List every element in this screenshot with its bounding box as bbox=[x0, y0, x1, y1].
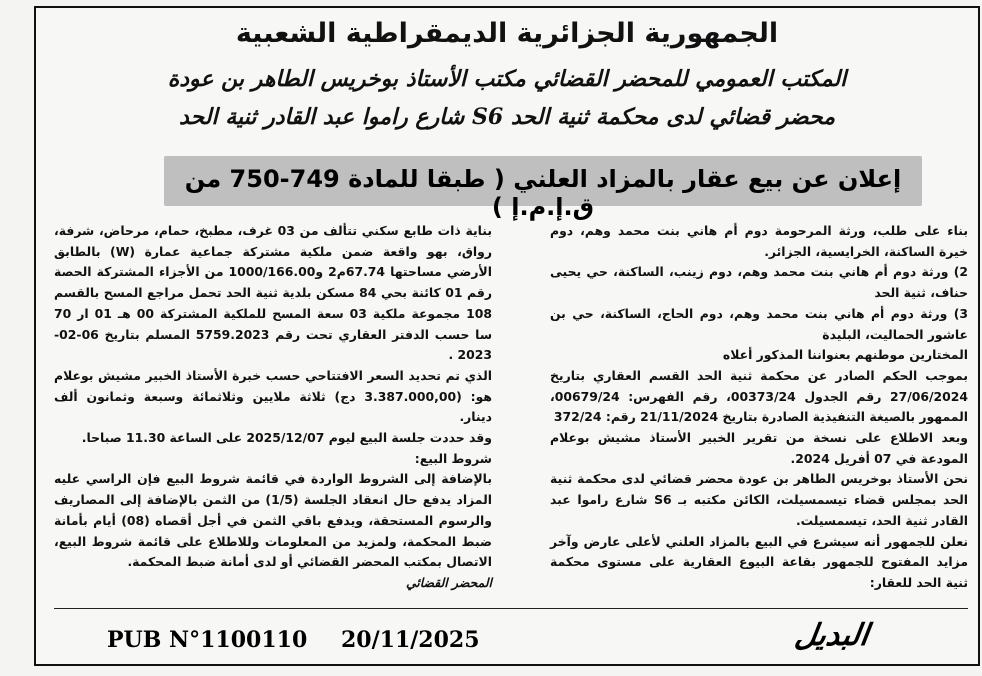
paragraph: 3) ورثة دوم أم هاني بنت محمد وهم، دوم الحاج، الساكنة، حي بن عاشور الحماليت، البليدة bbox=[550, 305, 968, 342]
newspaper-name: البديل bbox=[792, 618, 871, 653]
paragraph: بموجب الحكم الصادر عن محكمة ثنية الحد القسم العقاري بتاريخ 27/06/2024 رقم الجدول 00373/24، رقم الفهرس: 00679/24، الممهور بالصيغة التنفيذية الصادرة بتاريخ 21/11/2024 رقم: 372/24 bbox=[550, 367, 968, 425]
paragraph: 2) ورثة دوم أم هاني بنت محمد وهم، دوم زينب، الساكنة، حي يحيى حناف، ثنية الحد bbox=[550, 264, 968, 301]
paragraph: بالإضافة إلى الشروط الواردة في قائمة شروط البيع فإن الراسي عليه المزاد يدفع حال انعقاد الجلسة (1/5) من الثمن بالإضافة إلى المصاريف والرسوم المستحقة، ويدفع باقي الثمن في أجل أقصاه (08) أيام بأمانة ضبط المحكمة، ولمزيد من المعلومات وللاطلاع على قائمة شروط البيع، الاتصال بمكتب المحضر القضائي أو لدى أمانة ضبط المحكمة. bbox=[54, 471, 492, 570]
office-name: المكتب العمومي للمحضر القضائي مكتب الأستاذ بوخريس الطاهر بن عودة bbox=[167, 66, 847, 92]
paragraph: نعلن للجمهور أنه سيشرع في البيع بالمزاد العلني لأعلى عارض وآخر مزايد المفتوح للجمهور بقاعة البيوع العقارية على مستوى محكمة ثنية الحد للعقار: bbox=[550, 533, 968, 590]
republic-heading: الجمهورية الجزائرية الديمقراطية الشعبية bbox=[235, 18, 779, 49]
paragraph: بناء على طلب، ورثة المرحومة دوم أم هاني بنت محمد وهم، دوم خيرة الساكنة، الخرايسية، الجزائر. bbox=[550, 223, 968, 259]
paragraph: الذي تم تحديد السعر الافتتاحي حسب خبرة الأستاذ الخبير مشيش بوعلام هو: (3.387.000,00 دج) ثلاثة ملايين وثلاثمائة وسبعة وثمانون ألف دينار. bbox=[54, 367, 492, 425]
notice-column-right bbox=[550, 221, 968, 594]
notice-frame bbox=[34, 6, 980, 666]
paragraph: وبعد الاطلاع على نسخة من تقرير الخبير الأستاذ مشيش بوعلام المودعة في 07 أفريل 2024. bbox=[550, 430, 968, 466]
office-address: محضر قضائي لدى محكمة ثنية الحد S6 شارع راموا عبد القادر ثنية الحد bbox=[179, 104, 835, 130]
publication-date: 20/11/2025 bbox=[341, 627, 480, 653]
publication-reference: PUB N°1100110 bbox=[107, 627, 308, 653]
paragraph: وقد حددت جلسة البيع ليوم 2025/12/07 على الساعة 11.30 صباحا. bbox=[81, 430, 492, 446]
notice-title: إعلان عن بيع عقار بالمزاد العلني ( طبقا للمادة 749-750 من ق.إ.م.إ ) bbox=[184, 165, 902, 221]
footer-divider bbox=[54, 608, 968, 609]
paragraph: نحن الأستاذ بوخريس الطاهر بن عودة محضر قضائي لدى محكمة ثنية الحد بمجلس قضاء تيسمسيلت، الكائن مكتبه بـ S6 شارع راموا عبد القادر ثنية الحد، تيسمسيلت. bbox=[550, 471, 968, 528]
notice-column-left bbox=[54, 221, 492, 594]
bailiff-signature: المحضر القضائي bbox=[405, 574, 492, 590]
paragraph: بناية ذات طابع سكني تتألف من 03 غرف، مطبخ، حمام، مرحاض، شرفة، رواق، بهو واقعة ضمن ملكية مشتركة جماعية عمارة (W) بالطابق الأرضي مساحتها 67.74م2 و1000/166.00 من الأجزاء المشتركة الحصة رقم 01 كائنة بحي 84 مسكن بلدية ثنية الحد تحمل مراجع المسح بالقسم 108 مجموعة ملكية 03 سعة المسح للملكية المشتركة 00 هـ 01 ار 70 سا حسب الدفتر العقاري تحت رقم 5759.2023 المسلم بتاريخ 06-02-2023 . bbox=[54, 223, 493, 363]
paragraph: المختارين موطنهم بعنواننا المذكور أعلاه bbox=[722, 347, 968, 363]
notice-title-banner bbox=[164, 156, 922, 221]
paragraph: شروط البيع: bbox=[414, 450, 492, 466]
